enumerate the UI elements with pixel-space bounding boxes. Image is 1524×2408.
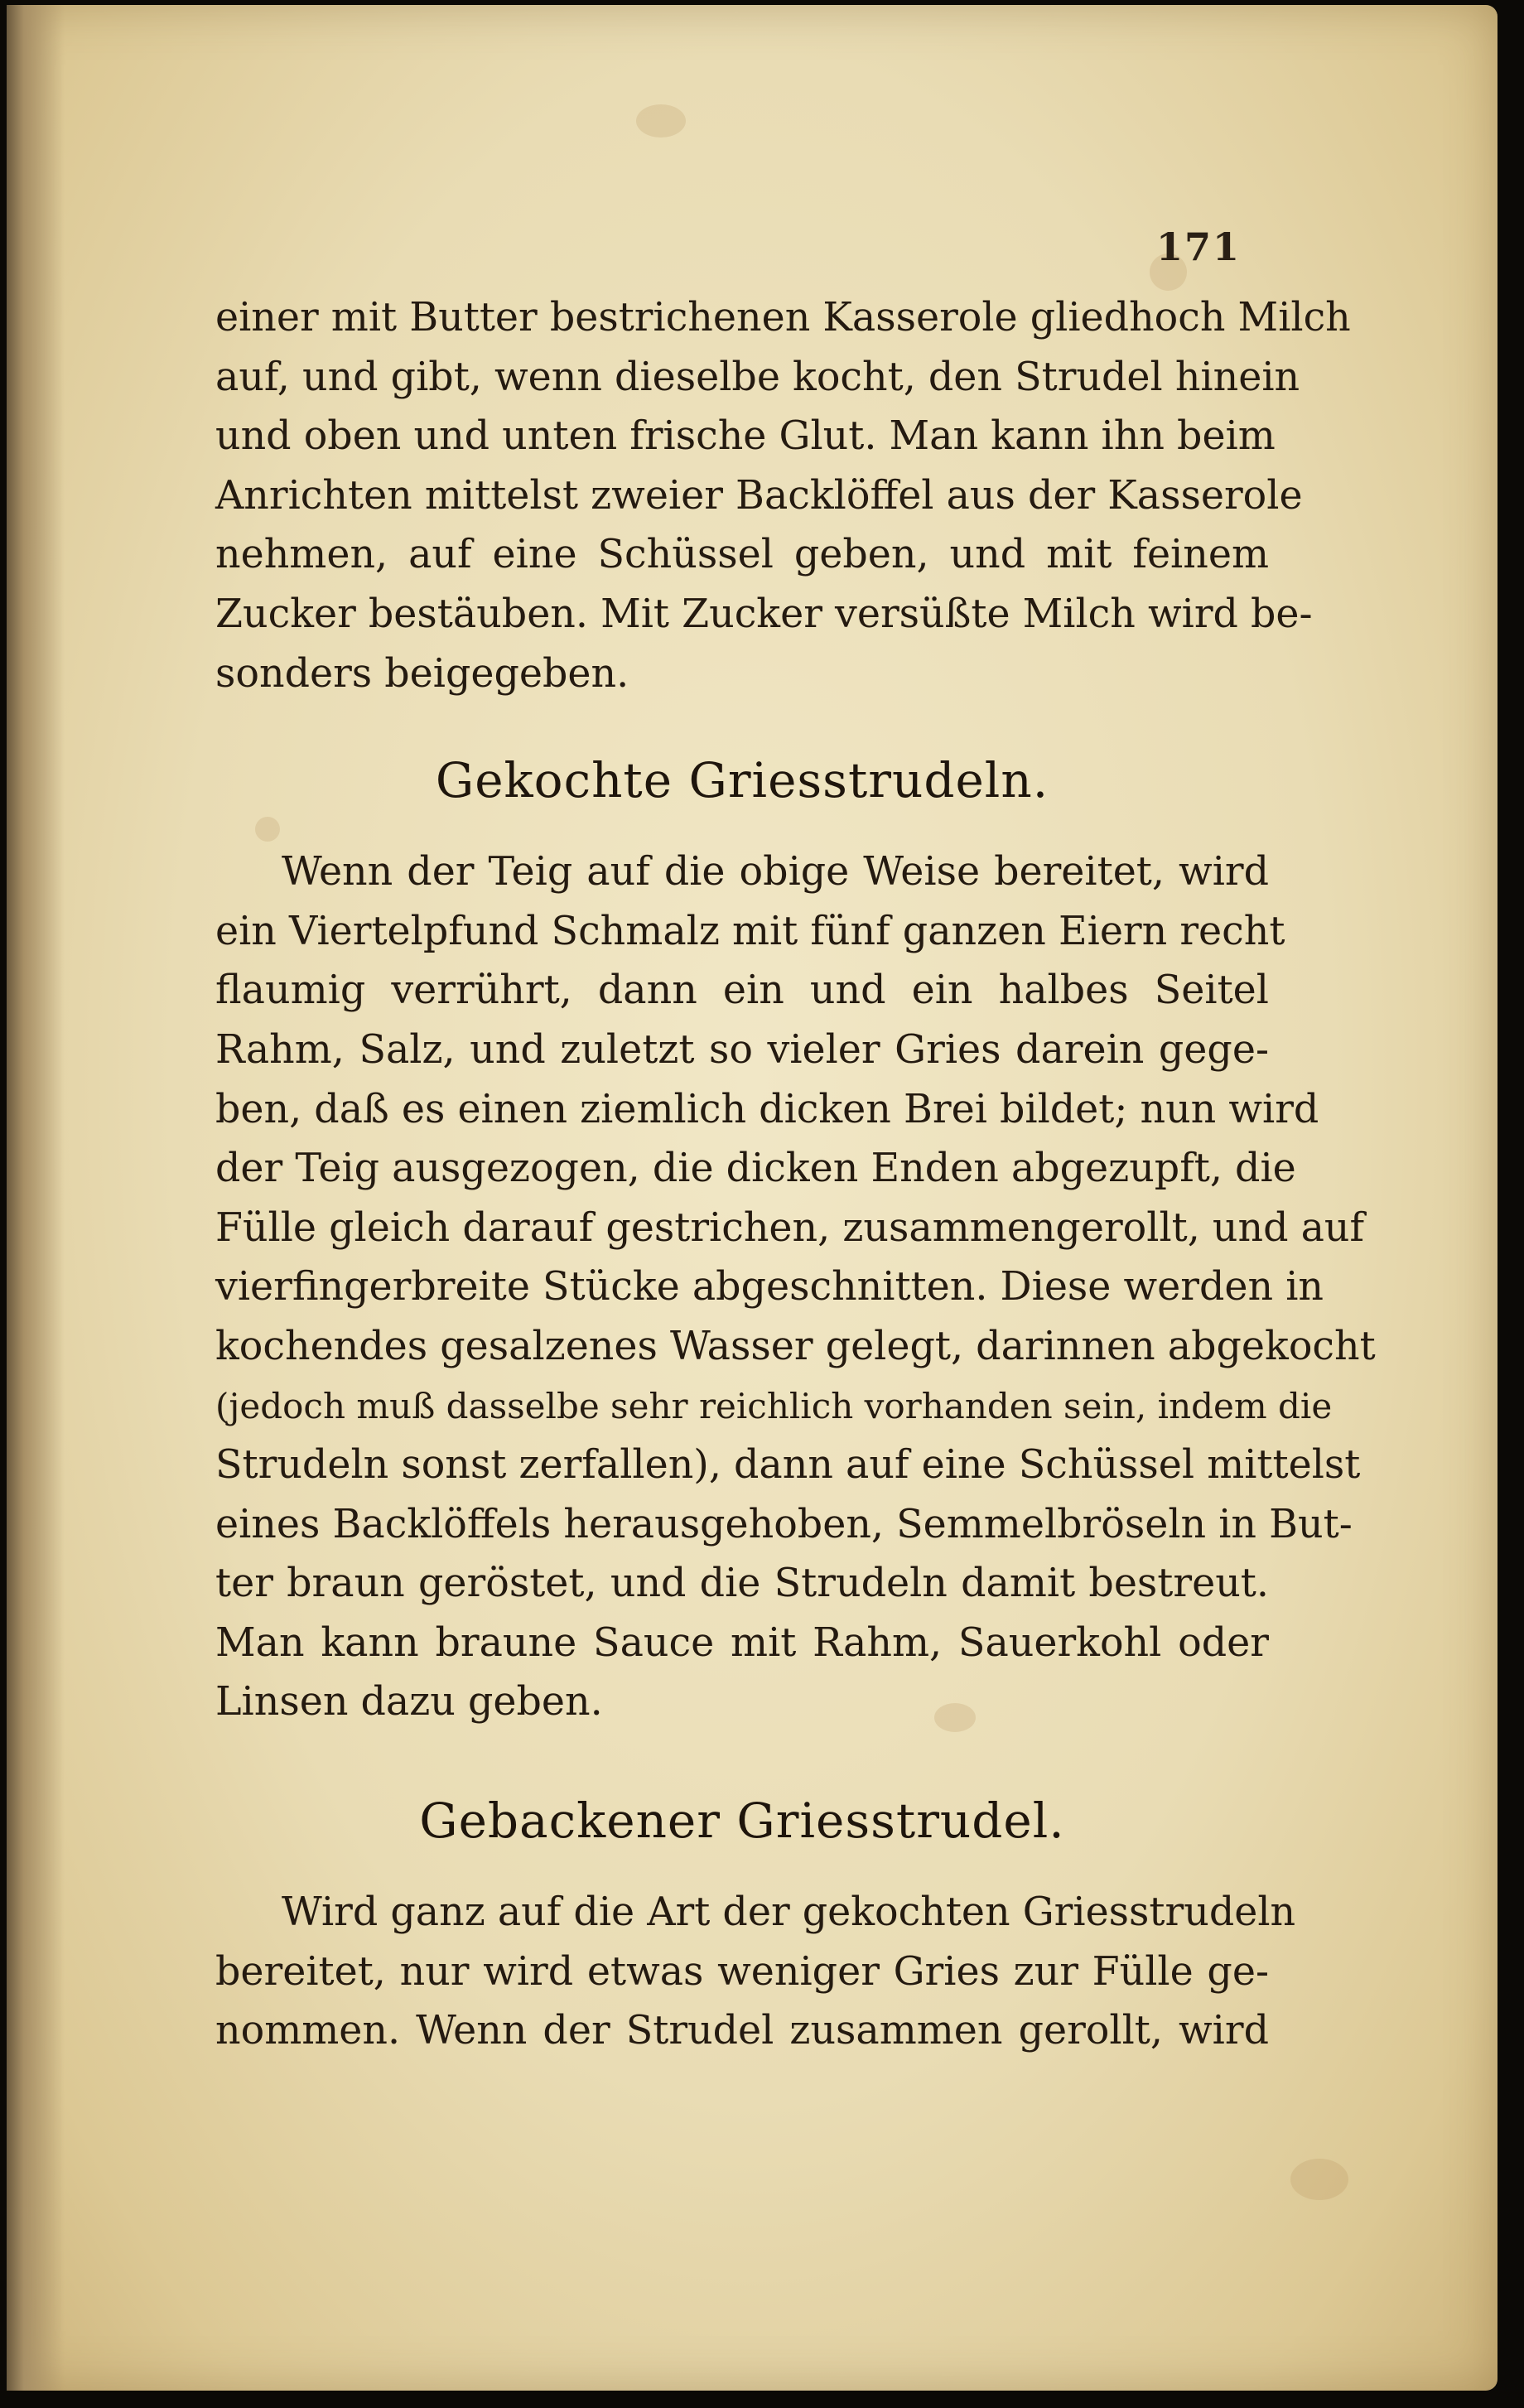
text-line: Strudeln sonst zerfallen), dann auf eine Schüssel mittelst	[215, 1442, 1361, 1489]
text-line: einer mit Butter bestrichenen Kasserole gliedhoch Milch	[215, 295, 1351, 340]
text-line: eines Backlöffels herausgehoben, Semmelbröseln in But-	[215, 1501, 1353, 1547]
foxing-stain	[636, 104, 686, 138]
text-line: sonders beigegeben.	[215, 650, 629, 697]
text-line: Man kann braune Sauce mit Rahm, Sauerkohl oder	[215, 1619, 1269, 1666]
text-line: der Teig ausgezogen, die dicken Enden abgezupft, die	[215, 1146, 1296, 1192]
text-line: und oben und unten frische Glut. Man kann ihn beim	[215, 413, 1276, 460]
text-line: ben, daß es einen ziemlich dicken Brei bildet; nun wird	[215, 1086, 1319, 1132]
text-line: kochendes gesalzenes Wasser gelegt, darinnen abgekocht	[215, 1323, 1376, 1369]
text-line: nommen. Wenn der Strudel zusammen gerollt, wird	[215, 2008, 1269, 2054]
text-line: bereitet, nur wird etwas weniger Gries zur Fülle ge-	[215, 1948, 1269, 1995]
text-line: Rahm, Salz, und zuletzt so vieler Gries darein gege-	[215, 1026, 1269, 1073]
text-line: Zucker bestäuben. Mit Zucker versüßte Milch wird be-	[215, 591, 1313, 637]
page-text	[215, 288, 1376, 2061]
text-line: ter braun geröstet, und die Strudeln damit bestreut.	[215, 1561, 1269, 1607]
text-line: Wenn der Teig auf die obige Weise bereitet, wird	[282, 849, 1269, 895]
text-line: Anrichten mittelst zweier Backlöffel aus der Kasserole	[215, 472, 1303, 519]
text-line: Linsen dazu geben.	[215, 1679, 603, 1725]
book-page	[7, 5, 1497, 2391]
text-line: (jedoch muß dasselbe sehr reichlich vorhanden sein, indem die	[215, 1385, 1333, 1426]
page-number: 171	[1155, 224, 1241, 269]
text-line: vierfingerbreite Stücke abgeschnitten. Diese werden in	[215, 1264, 1324, 1310]
section-heading-gebackener: Gebackener Griesstrudel.	[419, 1793, 1065, 1850]
text-line: nehmen, auf eine Schüssel geben, und mit feinem	[215, 532, 1269, 578]
section-heading-gekochte: Gekochte Griesstrudeln.	[435, 752, 1049, 809]
foxing-stain	[1290, 2159, 1348, 2200]
text-line: auf, und gibt, wenn dieselbe kocht, den Strudel hinein	[215, 354, 1300, 400]
text-line: Wird ganz auf die Art der gekochten Griesstrudeln	[282, 1889, 1296, 1936]
text-line: ein Viertelpfund Schmalz mit fünf ganzen Eiern recht	[215, 908, 1285, 954]
text-line: flaumig verrührt, dann ein und ein halbes Seitel	[215, 968, 1269, 1014]
book-gutter	[7, 5, 65, 2391]
text-line: Fülle gleich darauf gestrichen, zusammengerollt, und auf	[215, 1204, 1365, 1251]
